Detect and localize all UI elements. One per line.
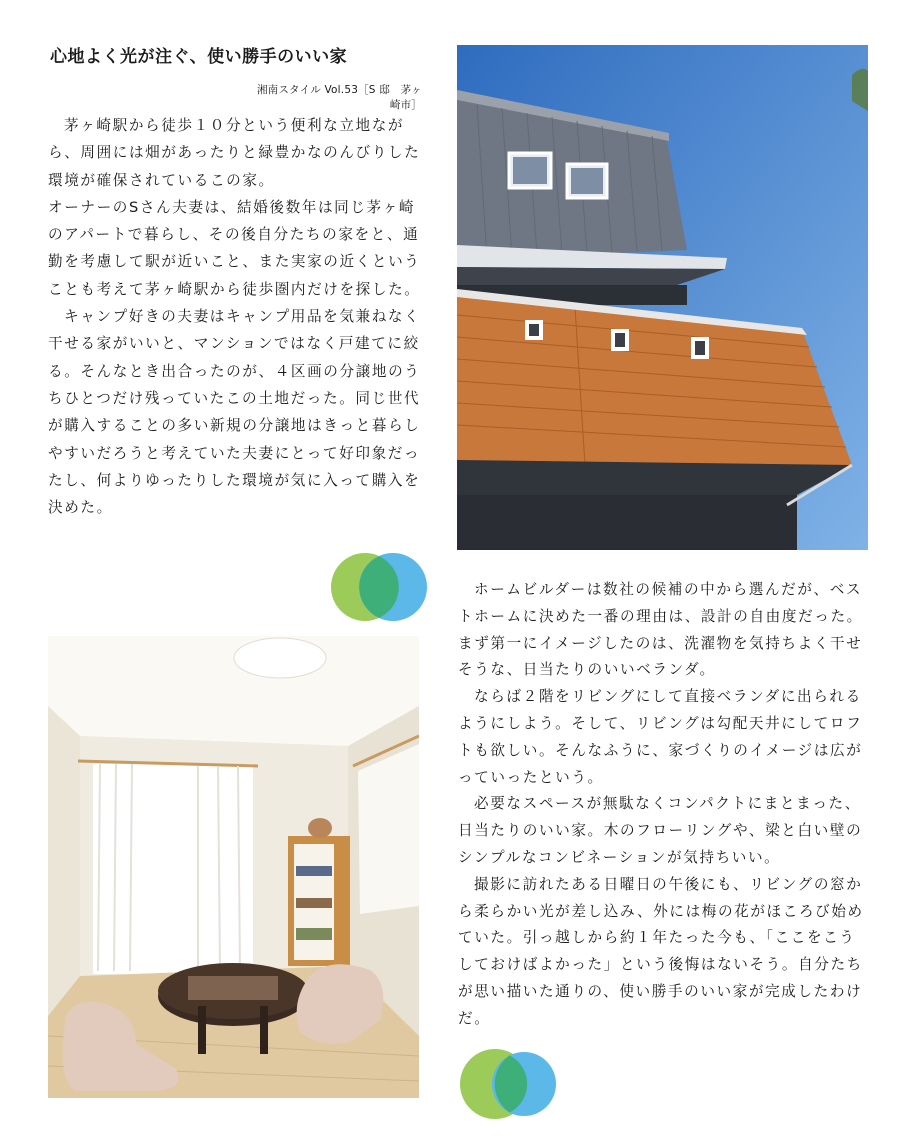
paragraph: 必要なスペースが無駄なくコンパクトにまとまった、日当たりのいい家。木のフローリングや、梁と白い壁のシンプルなコンビネーションが気持ちいい。 <box>458 795 863 866</box>
issue-caption: 湘南スタイル Vol.53［S 邸 茅ヶ崎市］ <box>256 84 422 111</box>
decorative-circles-bottom <box>460 1049 558 1119</box>
paragraph: ホームビルダーは数社の候補の中から選んだが、ベストホームに決めた一番の理由は、設計の自由度だった。まず第一にイメージしたのは、洗濯物を気持ちよく干せそうな、日当たりのいいベランダ。 <box>458 581 863 679</box>
interior-photo <box>48 636 419 1098</box>
house-exterior-illustration <box>457 45 868 550</box>
paragraph: 撮影に訪れたある日曜日の午後にも、リビングの窓から柔らかい光が差し込み、外には梅の花がほころび始めていた。引っ越しから約１年たった今も、「ここをこうしておけばよかった」という後悔はないそう。自分たちが思い描いた通りの、使い勝手のいい家が完成したわけだ。 <box>458 875 864 1027</box>
paragraph: オーナーのSさん夫妻は、結婚後数年は同じ茅ヶ崎のアパートで暮らし、その後自分たちの家をと、通勤を考慮して駅が近いこと、また実家の近くということも考えて茅ヶ崎駅から徒歩圏内だけを探した。 <box>48 198 421 298</box>
paragraph: 茅ヶ崎駅から徒歩１０分という便利な立地ながら、周囲には畑があったりと緑豊かなのんびりした環境が確保されているこの家。 <box>48 117 421 189</box>
paragraph: キャンプ好きの夫妻はキャンプ用品を気兼ねなく干せる家がいいと、マンションではなく戸建てに絞る。そんなとき出合ったのが、４区画の分譲地のうちひとつだけ残っていたこの土地だった。同じ世代が購入することの多い新規の分譲地はきっと暮らしやすいだろうと考えていた夫妻にとって好印象だったし、何よりゆったりした環境が気に入って購入を決めた。 <box>48 308 421 517</box>
article-title: 心地よく光が注ぐ、使い勝手のいい家 <box>50 47 348 67</box>
right-body-text <box>458 577 870 1033</box>
room-interior-illustration <box>48 636 419 1098</box>
decorative-circles-top <box>331 553 429 621</box>
paragraph: ならば２階をリビングにして直接ベランダに出られるようにしよう。そして、リビングは勾配天井にしてロフトも欲しい。そんなふうに、家づくりのイメージは広がっていったという。 <box>458 688 863 786</box>
left-body-text <box>48 112 424 521</box>
exterior-photo <box>457 45 868 550</box>
